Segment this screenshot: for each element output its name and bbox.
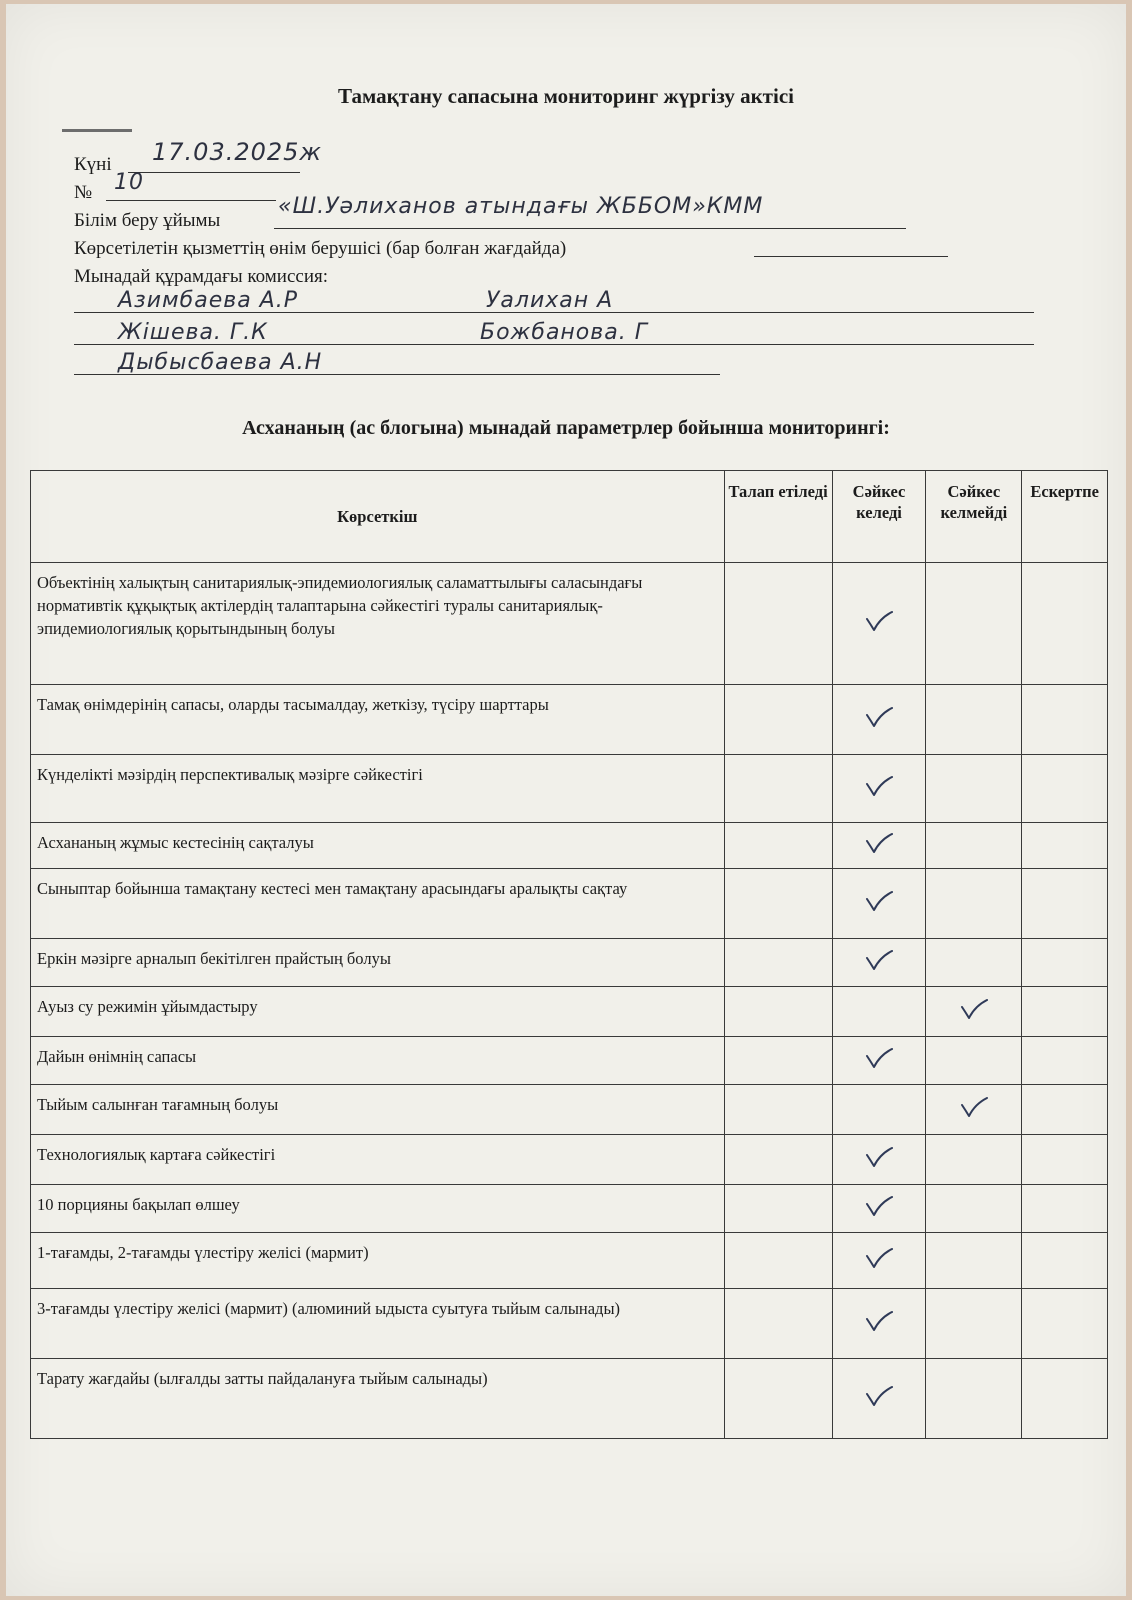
indicator-text: Сыныптар бойынша тамақтану кестесі мен тамақтану арасындағы аралықты сақтау (31, 869, 725, 939)
cell-note (1022, 1135, 1108, 1185)
commission-label: Мынадай құрамдағы комиссия: (74, 266, 329, 287)
table-row (31, 685, 1108, 755)
cell-not-complies (926, 1135, 1022, 1185)
cell-required (724, 1359, 832, 1439)
cell-not-complies (926, 939, 1022, 987)
header-indicator: Көрсеткіш (31, 471, 725, 563)
cell-note (1022, 1359, 1108, 1439)
cell-not-complies (926, 1359, 1022, 1439)
organization-label: Білім беру ұйымы (74, 210, 221, 231)
indicator-text: 10 порцияны бақылап өлшеу (31, 1185, 725, 1233)
checkmark-icon (959, 1095, 989, 1119)
cell-required (724, 869, 832, 939)
cell-not-complies (926, 1233, 1022, 1289)
cell-complies (832, 563, 926, 685)
date-value: 17.03.2025ж (152, 138, 323, 166)
cell-note (1022, 869, 1108, 939)
table-row (31, 1289, 1108, 1359)
checkmark-icon (864, 1046, 894, 1070)
cell-not-complies (926, 1289, 1022, 1359)
document-title: Тамақтану сапасына мониторинг жүргізу актісі (338, 84, 794, 108)
table-row (31, 987, 1108, 1037)
checkmark-icon (864, 774, 894, 798)
table-row (31, 1359, 1108, 1439)
cell-note (1022, 939, 1108, 987)
cell-complies (832, 1185, 926, 1233)
cell-complies (832, 823, 926, 869)
indicator-text: Асхананың жұмыс кестесінің сақталуы (31, 823, 725, 869)
indicator-text: Дайын өнімнің сапасы (31, 1037, 725, 1085)
cell-required (724, 823, 832, 869)
commission-member: Божбанова. Г (480, 320, 648, 345)
indicator-text: 3-тағамды үлестіру желісі (мармит) (алюминий ыдыста суытуға тыйым салынады) (31, 1289, 725, 1359)
cell-note (1022, 563, 1108, 685)
checkmark-icon (864, 705, 894, 729)
table-row (31, 1233, 1108, 1289)
table-row (31, 1185, 1108, 1233)
monitoring-table (30, 470, 1108, 1439)
decorative-dash (62, 129, 132, 132)
checkmark-icon (864, 1384, 894, 1408)
cell-required (724, 1289, 832, 1359)
checkmark-icon (864, 948, 894, 972)
indicator-text: Күнделікті мәзірдің перспективалық мәзірге сәйкестігі (31, 755, 725, 823)
number-value: 10 (114, 170, 144, 195)
cell-required (724, 1185, 832, 1233)
cell-not-complies (926, 755, 1022, 823)
cell-not-complies (926, 563, 1022, 685)
commission-member: Дыбысбаева А.Н (118, 350, 323, 375)
cell-required (724, 939, 832, 987)
indicator-text: Тамақ өнімдерінің сапасы, оларды тасымалдау, жеткізу, түсіру шарттары (31, 685, 725, 755)
cell-complies (832, 869, 926, 939)
indicator-text: Ауыз су режимін ұйымдастыру (31, 987, 725, 1037)
cell-note (1022, 755, 1108, 823)
table-row (31, 1135, 1108, 1185)
cell-note (1022, 1233, 1108, 1289)
cell-complies (832, 1359, 926, 1439)
cell-note (1022, 1037, 1108, 1085)
cell-not-complies (926, 869, 1022, 939)
table-row (31, 1037, 1108, 1085)
indicator-text: Объектінің халықтың санитариялық-эпидемиологиялық саламаттылығы саласындағы нормативтік құқықтық актілердің талаптарына сәйкестігі туралы санитариялық-эпидемиологиялық қорытындының болуы (31, 563, 725, 685)
cell-required (724, 1233, 832, 1289)
section-subtitle: Асхананың (ас блогына) мынадай параметрлер бойынша мониторингі: (242, 417, 890, 439)
cell-complies (832, 1135, 926, 1185)
table-row (31, 755, 1108, 823)
checkmark-icon (959, 997, 989, 1021)
checkmark-icon (864, 1309, 894, 1333)
table-row (31, 823, 1108, 869)
checkmark-icon (864, 889, 894, 913)
cell-required (724, 755, 832, 823)
provider-underline (754, 230, 948, 257)
commission-member: Жішева. Г.К (118, 320, 268, 345)
checkmark-icon (864, 1246, 894, 1270)
number-label: № (74, 182, 93, 203)
cell-required (724, 1037, 832, 1085)
cell-required (724, 563, 832, 685)
cell-required (724, 1135, 832, 1185)
indicator-text: Технологиялық картаға сәйкестігі (31, 1135, 725, 1185)
cell-complies (832, 987, 926, 1037)
cell-complies (832, 1037, 926, 1085)
cell-complies (832, 1289, 926, 1359)
cell-not-complies (926, 1185, 1022, 1233)
header-required: Талап етіледі (724, 471, 832, 563)
indicator-text: 1-тағамды, 2-тағамды үлестіру желісі (мармит) (31, 1233, 725, 1289)
document-page (6, 4, 1126, 1596)
commission-member: Азимбаева А.Р (118, 288, 298, 313)
checkmark-icon (864, 1145, 894, 1169)
table-header-row (31, 471, 1108, 563)
table-row (31, 1085, 1108, 1135)
cell-not-complies (926, 685, 1022, 755)
organization-value: «Ш.Уәлиханов атындағы ЖББОМ»КММ (278, 194, 764, 219)
header-complies: Сәйкес келеді (832, 471, 926, 563)
date-label: Күні (74, 154, 112, 175)
indicator-text: Еркін мәзірге арналып бекітілген прайстың болуы (31, 939, 725, 987)
table-row (31, 939, 1108, 987)
cell-note (1022, 685, 1108, 755)
cell-note (1022, 1289, 1108, 1359)
cell-note (1022, 987, 1108, 1037)
provider-label: Көрсетілетін қызметтің өнім берушісі (бар болған жағдайда) (74, 238, 567, 259)
indicator-text: Тарату жағдайы (ылғалды затты пайдалануға тыйым салынады) (31, 1359, 725, 1439)
indicator-text: Тыйым салынған тағамның болуы (31, 1085, 725, 1135)
checkmark-icon (864, 1194, 894, 1218)
cell-required (724, 987, 832, 1037)
header-not-complies: Сәйкес келмейді (926, 471, 1022, 563)
cell-complies (832, 1085, 926, 1135)
cell-complies (832, 755, 926, 823)
table-row (31, 563, 1108, 685)
cell-required (724, 1085, 832, 1135)
cell-complies (832, 1233, 926, 1289)
cell-complies (832, 685, 926, 755)
cell-not-complies (926, 1085, 1022, 1135)
checkmark-icon (864, 609, 894, 633)
checkmark-icon (864, 831, 894, 855)
cell-not-complies (926, 1037, 1022, 1085)
header-note: Ескертпе (1022, 471, 1108, 563)
cell-note (1022, 1085, 1108, 1135)
cell-not-complies (926, 987, 1022, 1037)
cell-complies (832, 939, 926, 987)
cell-note (1022, 823, 1108, 869)
cell-required (724, 685, 832, 755)
commission-member: Уалихан А (486, 288, 614, 313)
table-row (31, 869, 1108, 939)
cell-not-complies (926, 823, 1022, 869)
cell-note (1022, 1185, 1108, 1233)
